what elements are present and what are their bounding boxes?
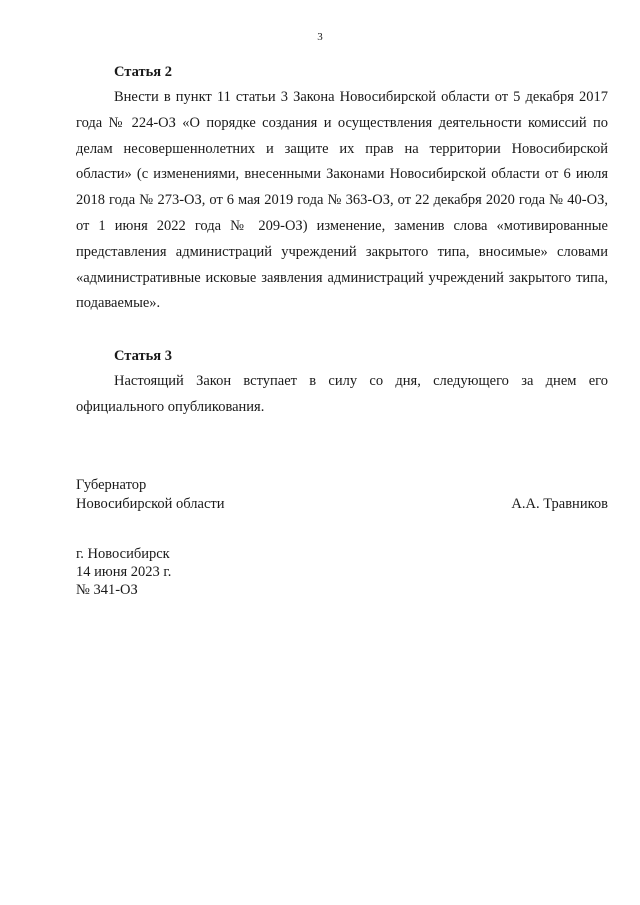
page-number: 3 [317, 31, 323, 43]
article-2 [76, 62, 608, 317]
imprint-city: г. Новосибирск [76, 546, 170, 562]
imprint-date: 14 июня 2023 г. [76, 564, 172, 580]
signature-block [76, 476, 608, 514]
article-3 [76, 346, 608, 421]
law-imprint [76, 545, 171, 599]
signature-row [76, 495, 608, 514]
article-2-title: Статья 2 [114, 64, 172, 80]
article-3-text: Настоящий Закон вступает в силу со дня, следующего за днем его официального опубликования. [76, 373, 608, 415]
imprint-number: № 341-ОЗ [76, 582, 138, 598]
article-3-title: Статья 3 [114, 348, 172, 364]
signatory-position-line1: Губернатор [76, 477, 147, 493]
article-2-text: Внести в пункт 11 статьи 3 Закона Новосибирской области от 5 декабря 2017 года № 224-ОЗ «О порядке создания и осуществления деятельности комиссий по делам несовершеннолетних и защите их прав на территории Новосибирской области» (с изменениями, внесенными Законами Новосибирской области от 6 июля 2018 года № 273-ОЗ, от 6 мая 2019 года № 363-ОЗ, от 22 декабря 2020 года № 40-ОЗ, от 1 июня 2022 года № 209-ОЗ) изменение, заменив слова «мотивированные представления администраций учреждений закрытого типа, вносимые» словами «административные исковые заявления администраций учреждений закрытого типа, подаваемые». [76, 89, 608, 312]
signatory-name: А.А. Травников [511, 496, 608, 512]
signatory-position-line2: Новосибирской области [76, 496, 225, 512]
